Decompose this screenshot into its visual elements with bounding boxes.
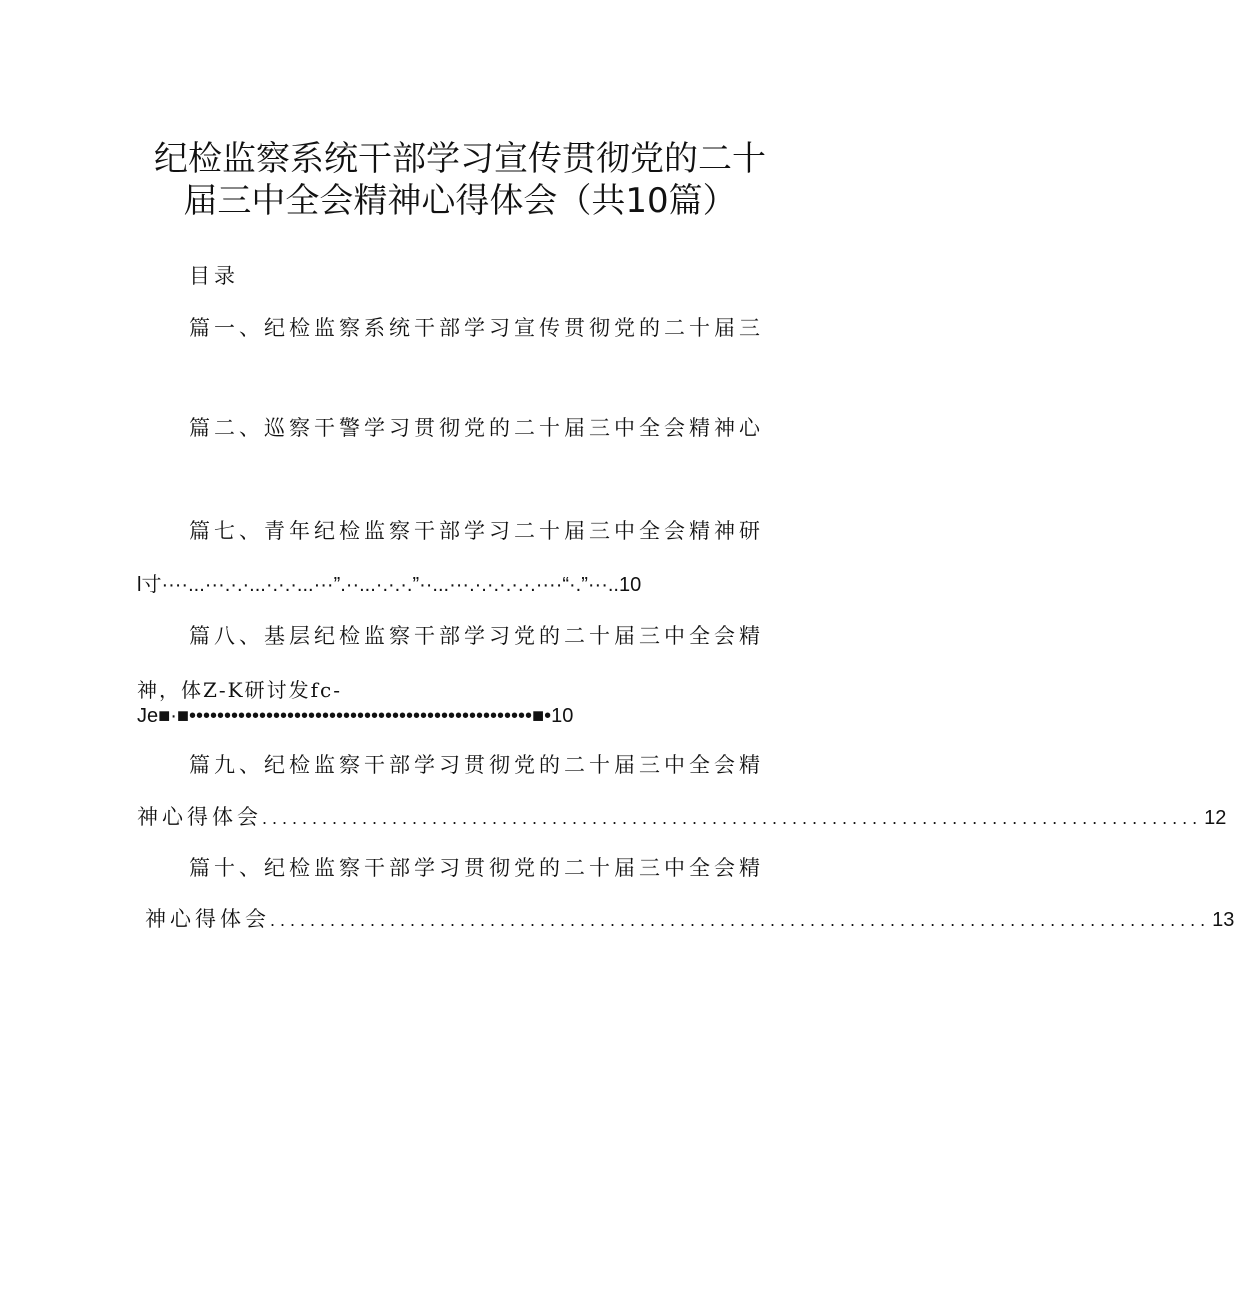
toc-entry-8-leader-line[interactable]: Je■·■•••••••••••••••••••••••••••••••••••••••••••••••••■•10 (137, 705, 574, 727)
toc-heading: 目录 (189, 264, 239, 288)
toc-entry-1[interactable]: 篇一、纪检监察系统干部学习宣传贯彻党的二十届三 (189, 316, 764, 340)
toc-entry-10-text: 神心得体会 (145, 907, 270, 931)
toc-entry-10-leader-row[interactable] (145, 905, 1234, 934)
toc-entry-8[interactable]: 篇八、基层纪检监察干部学习党的二十届三中全会精 (189, 624, 764, 648)
document-title-line1: 纪检监察系统干部学习宣传贯彻党的二十 (154, 139, 766, 179)
toc-entry-7[interactable]: 篇七、青年纪检监察干部学习二十届三中全会精神研 (189, 519, 764, 543)
toc-entry-9[interactable]: 篇九、纪检监察干部学习贯彻党的二十届三中全会精 (189, 753, 764, 777)
toc-entry-8-continuation[interactable]: 神，体Z-K研讨发fc- (137, 678, 342, 702)
toc-entry-9-text: 神心得体会 (137, 805, 262, 829)
document-title-line2: 届三中全会精神心得体会（共10篇） (183, 181, 737, 221)
toc-entry-7-continuation[interactable]: l寸····...···.·.·...·.·.·...···”.··...·.·.·.”··...···.·.·.·.·.·.····“·.”···..10 (137, 574, 642, 596)
page-number: 13 (1212, 909, 1234, 931)
toc-entry-9-leader-row[interactable] (137, 803, 1227, 832)
leader-dots: .............................................................................................. (262, 808, 1203, 828)
page-number: 12 (1204, 807, 1227, 829)
leader-dots: .............................................................................................. (270, 910, 1211, 930)
toc-entry-10[interactable]: 篇十、纪检监察干部学习贯彻党的二十届三中全会精 (189, 856, 764, 880)
toc-entry-2[interactable]: 篇二、巡察干警学习贯彻党的二十届三中全会精神心 (189, 416, 764, 440)
